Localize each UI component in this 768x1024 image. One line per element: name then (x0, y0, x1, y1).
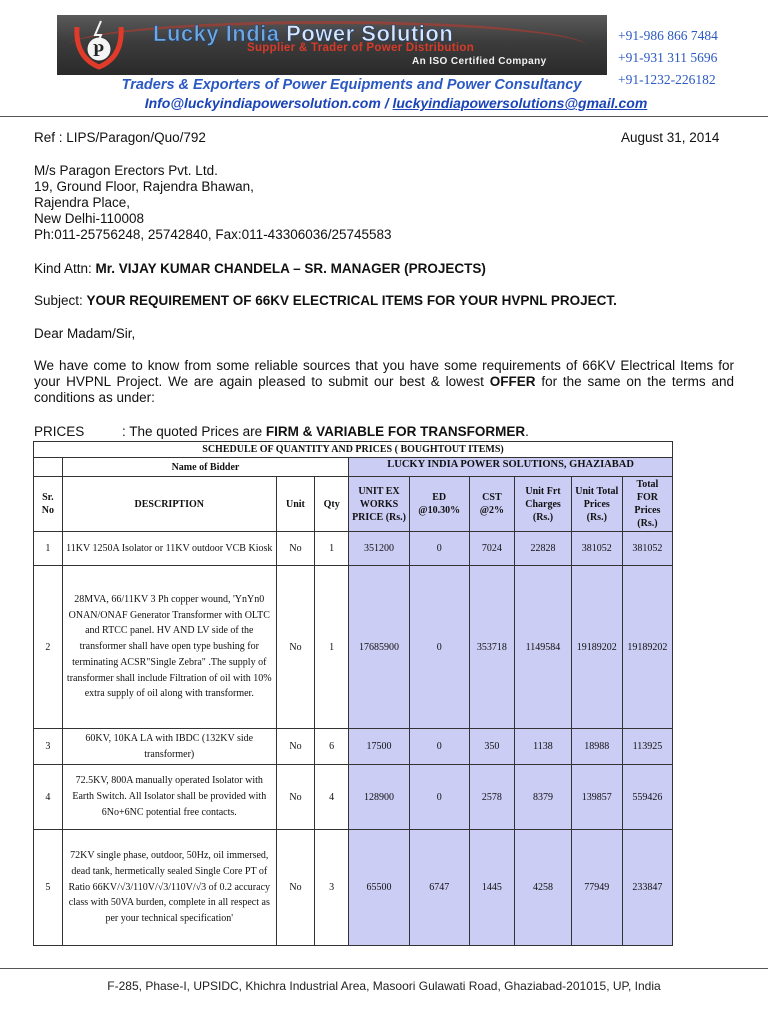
email-line: Info@luckyindiapowersolution.com / luckyindiapowersolutions@gmail.com (144, 95, 648, 111)
phone-number-3: +91-1232-226182 (618, 72, 716, 87)
bidder-label: Name of Bidder (62, 458, 348, 477)
subject-line: Subject: YOUR REQUIREMENT OF 66KV ELECTRICAL ITEMS FOR YOUR HVPNL PROJECT. (34, 293, 617, 308)
salutation: Dear Madam/Sir, (34, 326, 136, 341)
prices-terms: : The quoted Prices are FIRM & VARIABLE FOR TRANSFORMER. (122, 424, 529, 439)
table-row: 4 72.5KV, 800A manually operated Isolator with Earth Switch. All Isolator shall be provided with 6No+6NC potential free contacts. No 4 128900 0 2578 8379 139857 559426 (34, 765, 673, 830)
email-gmail[interactable]: luckyindiapowersolutions@gmail.com (392, 95, 648, 111)
schedule-title: SCHEDULE OF QUANTITY AND PRICES ( BOUGHTOUT ITEMS) (34, 442, 673, 458)
phone-number-1: +91-986 866 7484 (618, 28, 718, 43)
header-sr-no: Sr. No (34, 477, 63, 532)
email-info[interactable]: Info@luckyindiapowersolution.com (144, 95, 381, 111)
table-row: 2 28MVA, 66/11KV 3 Ph copper wound, 'YnYn0 ONAN/ONAF Generator Transformer with OLTC and RTCC panel. HV AND LV side of the transformer shall have open type bushing for terminating ACSR"Single Zebra" .The supply of transformer shall include Filtration of oil with 10% extra supply of oil along with transformer. No 1 17685900 0 353718 1149584 19189202 19189202 (34, 566, 673, 729)
header-ed: ED @10.30% (409, 477, 469, 532)
prices-label: PRICES (34, 424, 85, 439)
header-description: DESCRIPTION (62, 477, 276, 532)
reference-number: Ref : LIPS/Paragon/Quo/792 (34, 130, 206, 145)
header-unit: Unit (276, 477, 314, 532)
header-unit-price: UNIT EX WORKS PRICE (Rs.) (349, 477, 410, 532)
table-row: 3 60KV, 10KA LA with IBDC (132KV side transformer) No 6 17500 0 350 1138 18988 113925 (34, 729, 673, 765)
header-divider (0, 116, 768, 117)
company-tagline: Supplier & Trader of Power Distribution (247, 42, 475, 54)
address-line-4: New Delhi-110008 (34, 211, 145, 226)
body-paragraph: We have come to know from some reliable sources that you have some requirements of 66KV Electrical Items for your HVPNL Project. We are again pleased to submit our best & lowest OFFER for the same on the terms and conditions as under: (34, 358, 734, 405)
footer-divider (0, 968, 768, 969)
table-row: 5 72KV single phase, outdoor, 50Hz, oil immersed, dead tank, hermetically sealed Single Core PT of Ratio 66KV/√3/110V/√3/110V/√3 of 0.2 accuracy class with 50VA burden, complete in all respect as per your technical specification' No 3 65500 6747 1445 4258 77949 233847 (34, 830, 673, 946)
letter-date: August 31, 2014 (621, 130, 720, 145)
schedule-table (33, 441, 673, 946)
svg-text:P: P (93, 40, 104, 60)
header-qty: Qty (315, 477, 349, 532)
address-line-5: Ph:011-25756248, 25742840, Fax:011-43306036/25745583 (34, 227, 392, 242)
header-frt: Unit Frt Charges (Rs.) (515, 477, 571, 532)
company-brand-name: Lucky India Power Solution (153, 21, 454, 46)
header-cst: CST @2% (469, 477, 515, 532)
header-total: Total FOR Prices (Rs.) (622, 477, 672, 532)
address-line-3: Rajendra Place, (34, 195, 131, 210)
table-row: 1 11KV 1250A Isolator or 11KV outdoor VCB Kiosk No 1 351200 0 7024 22828 381052 381052 (34, 532, 673, 566)
letterhead-banner (57, 15, 607, 75)
iso-certification: An ISO Certified Company (412, 56, 547, 67)
address-line-1: M/s Paragon Erectors Pvt. Ltd. (34, 163, 218, 178)
traders-line: Traders & Exporters of Power Equipments and Power Consultancy (121, 77, 582, 93)
phone-number-2: +91-931 311 5696 (618, 50, 718, 65)
footer-address: F-285, Phase-I, UPSIDC, Khichra Industrial Area, Masoori Gulawati Road, Ghaziabad-201015, UP, India (107, 979, 661, 993)
table-header-row (34, 477, 673, 532)
bidder-name: LUCKY INDIA POWER SOLUTIONS, GHAZIABAD (349, 458, 673, 477)
attention-line: Kind Attn: Mr. VIJAY KUMAR CHANDELA – SR. MANAGER (PROJECTS) (34, 261, 486, 276)
header-unit-total: Unit Total Prices (Rs.) (571, 477, 622, 532)
company-logo-icon (71, 17, 127, 73)
address-line-2: 19, Ground Floor, Rajendra Bhawan, (34, 179, 254, 194)
